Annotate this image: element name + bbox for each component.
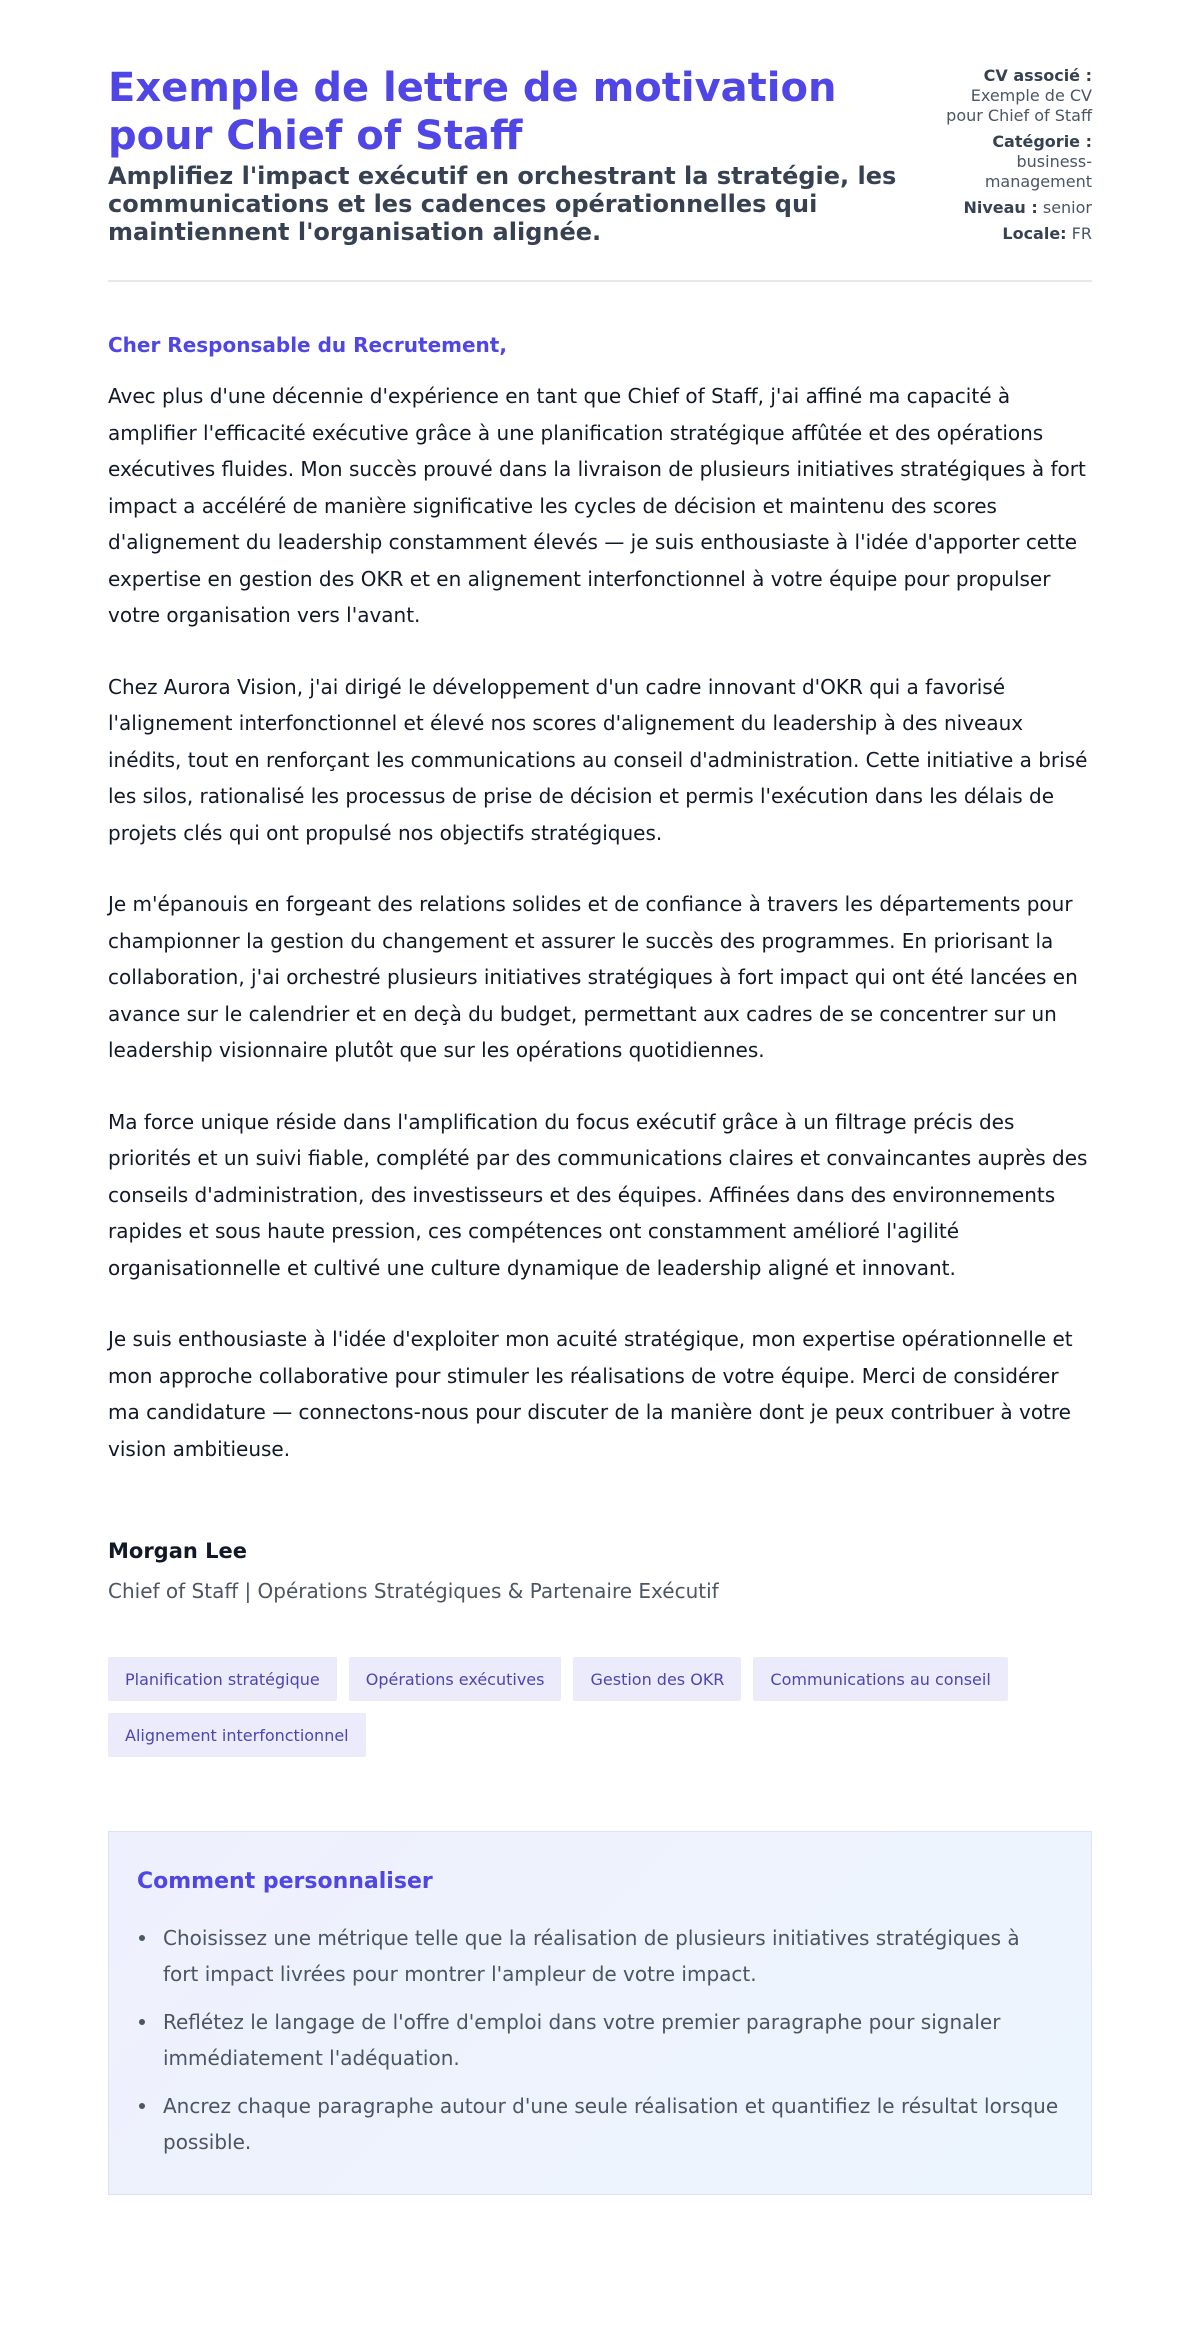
skill-tags — [108, 1657, 1098, 1757]
tip-item — [137, 2004, 1061, 2076]
letter-body — [108, 378, 1092, 1467]
bullet-icon — [139, 1935, 145, 1941]
signature-name: Morgan Lee — [108, 1539, 248, 1563]
meta-resume — [942, 66, 1092, 126]
tips-title: Comment personnaliser — [137, 1869, 433, 1894]
skill-tag: Gestion des OKR — [573, 1657, 741, 1701]
signature-block — [108, 1537, 1092, 1605]
letter-paragraph: Je m'épanouis en forgeant des relations solides et de confiance à travers les départements pour championner la gestion du changement et assurer le succès des programmes. En priorisant la collaboration, j'ai orchestré plusieurs initiatives stratégiques à fort impact qui ont été lancées en avance sur le calendrier et en deçà du budget, permettant aux cadres de se concentrer sur un leadership visionnaire plutôt que sur les opérations quotidiennes. — [108, 892, 1078, 1062]
meta-panel — [942, 66, 1092, 250]
meta-category — [942, 132, 1092, 192]
tip-item — [137, 1920, 1061, 1992]
header-titles — [108, 64, 928, 246]
customization-tips — [108, 1831, 1092, 2195]
letter-paragraph: Ma force unique réside dans l'amplification du focus exécutif grâce à un filtrage précis des priorités et un suivi fiable, complété par des communications claires et convaincantes auprès des conseils d'administration, des investisseurs et des équipes. Affinées dans des environnements rapides et sous haute pression, ces compétences ont constamment amélioré l'agilité organisationnelle et cultivé une culture dynamique de leadership aligné et innovant. — [108, 1109, 1088, 1280]
letter-paragraph: Chez Aurora Vision, j'ai dirigé le développement d'un cadre innovant d'OKR qui a favorisé l'alignement interfonctionnel et élevé nos scores d'alignement du leadership à des niveaux inédits, tout en renforçant les communications au conseil d'administration. Cette initiative a brisé les silos, rationalisé les processus de prise de décision et permis l'exécution dans les délais de projets clés qui ont propulsé nos objectifs stratégiques. — [108, 674, 1088, 845]
letter-salutation: Cher Responsable du Recrutement, — [108, 333, 507, 357]
tip-item — [137, 2088, 1061, 2160]
meta-locale-value: FR — [1071, 224, 1092, 243]
skill-tag: Alignement interfonctionnel — [108, 1713, 366, 1757]
page-title: Exemple de lettre de motivation pour Chief of Staff — [108, 65, 837, 159]
tips-list — [137, 1920, 1061, 2160]
skill-tag: Communications au conseil — [753, 1657, 1007, 1701]
page-subtitle: Amplifiez l'impact exécutif en orchestrant la stratégie, les communications et les cadences opérationnelles qui maintiennent l'organisation alignée. — [108, 162, 897, 246]
bullet-icon — [139, 2103, 145, 2109]
skill-tag: Planification stratégique — [108, 1657, 337, 1701]
meta-level-label: Niveau : — [963, 198, 1038, 217]
tip-text: Ancrez chaque paragraphe autour d'une seule réalisation et quantifiez le résultat lorsque possible. — [163, 2094, 1059, 2154]
page-header — [108, 64, 1092, 282]
meta-locale — [942, 224, 1092, 244]
letter-paragraph: Avec plus d'une décennie d'expérience en tant que Chief of Staff, j'ai affiné ma capacité à amplifier l'efficacité exécutive grâce à une planification stratégique affûtée et des opérations exécutives fluides. Mon succès prouvé dans la livraison de plusieurs initiatives stratégiques à fort impact a accéléré de manière significative les cycles de décision et maintenu des scores d'alignement du leadership constamment élevés — je suis enthousiaste à l'idée d'apporter cette expertise en gestion des OKR et en alignement interfonctionnel à votre équipe pour propulser votre organisation vers l'avant. — [108, 384, 1086, 627]
signature-title: Chief of Staff | Opérations Stratégiques & Partenaire Exécutif — [108, 1579, 719, 1603]
meta-level — [942, 198, 1092, 218]
bullet-icon — [139, 2019, 145, 2025]
meta-category-label: Catégorie : — [992, 132, 1092, 151]
tip-text: Choisissez une métrique telle que la réalisation de plusieurs initiatives stratégiques à fort impact livrées pour montrer l'ampleur de votre impact. — [163, 1926, 1020, 1986]
letter-paragraph: Je suis enthousiaste à l'idée d'exploiter mon acuité stratégique, mon expertise opérationnelle et mon approche collaborative pour stimuler les réalisations de votre équipe. Merci de considérer ma candidature — connectons-nous pour discuter de la manière dont je peux contribuer à votre vision ambitieuse. — [108, 1327, 1073, 1461]
tip-text: Reflétez le langage de l'offre d'emploi dans votre premier paragraphe pour signaler immédiatement l'adéquation. — [163, 2010, 1001, 2070]
meta-category-value: business-management — [984, 152, 1092, 191]
skill-tag: Opérations exécutives — [349, 1657, 562, 1701]
meta-resume-label: CV associé : — [983, 66, 1092, 85]
meta-level-value: senior — [1042, 198, 1092, 217]
meta-locale-label: Locale: — [1002, 224, 1067, 243]
meta-resume-value: Exemple de CV pour Chief of Staff — [946, 86, 1092, 125]
